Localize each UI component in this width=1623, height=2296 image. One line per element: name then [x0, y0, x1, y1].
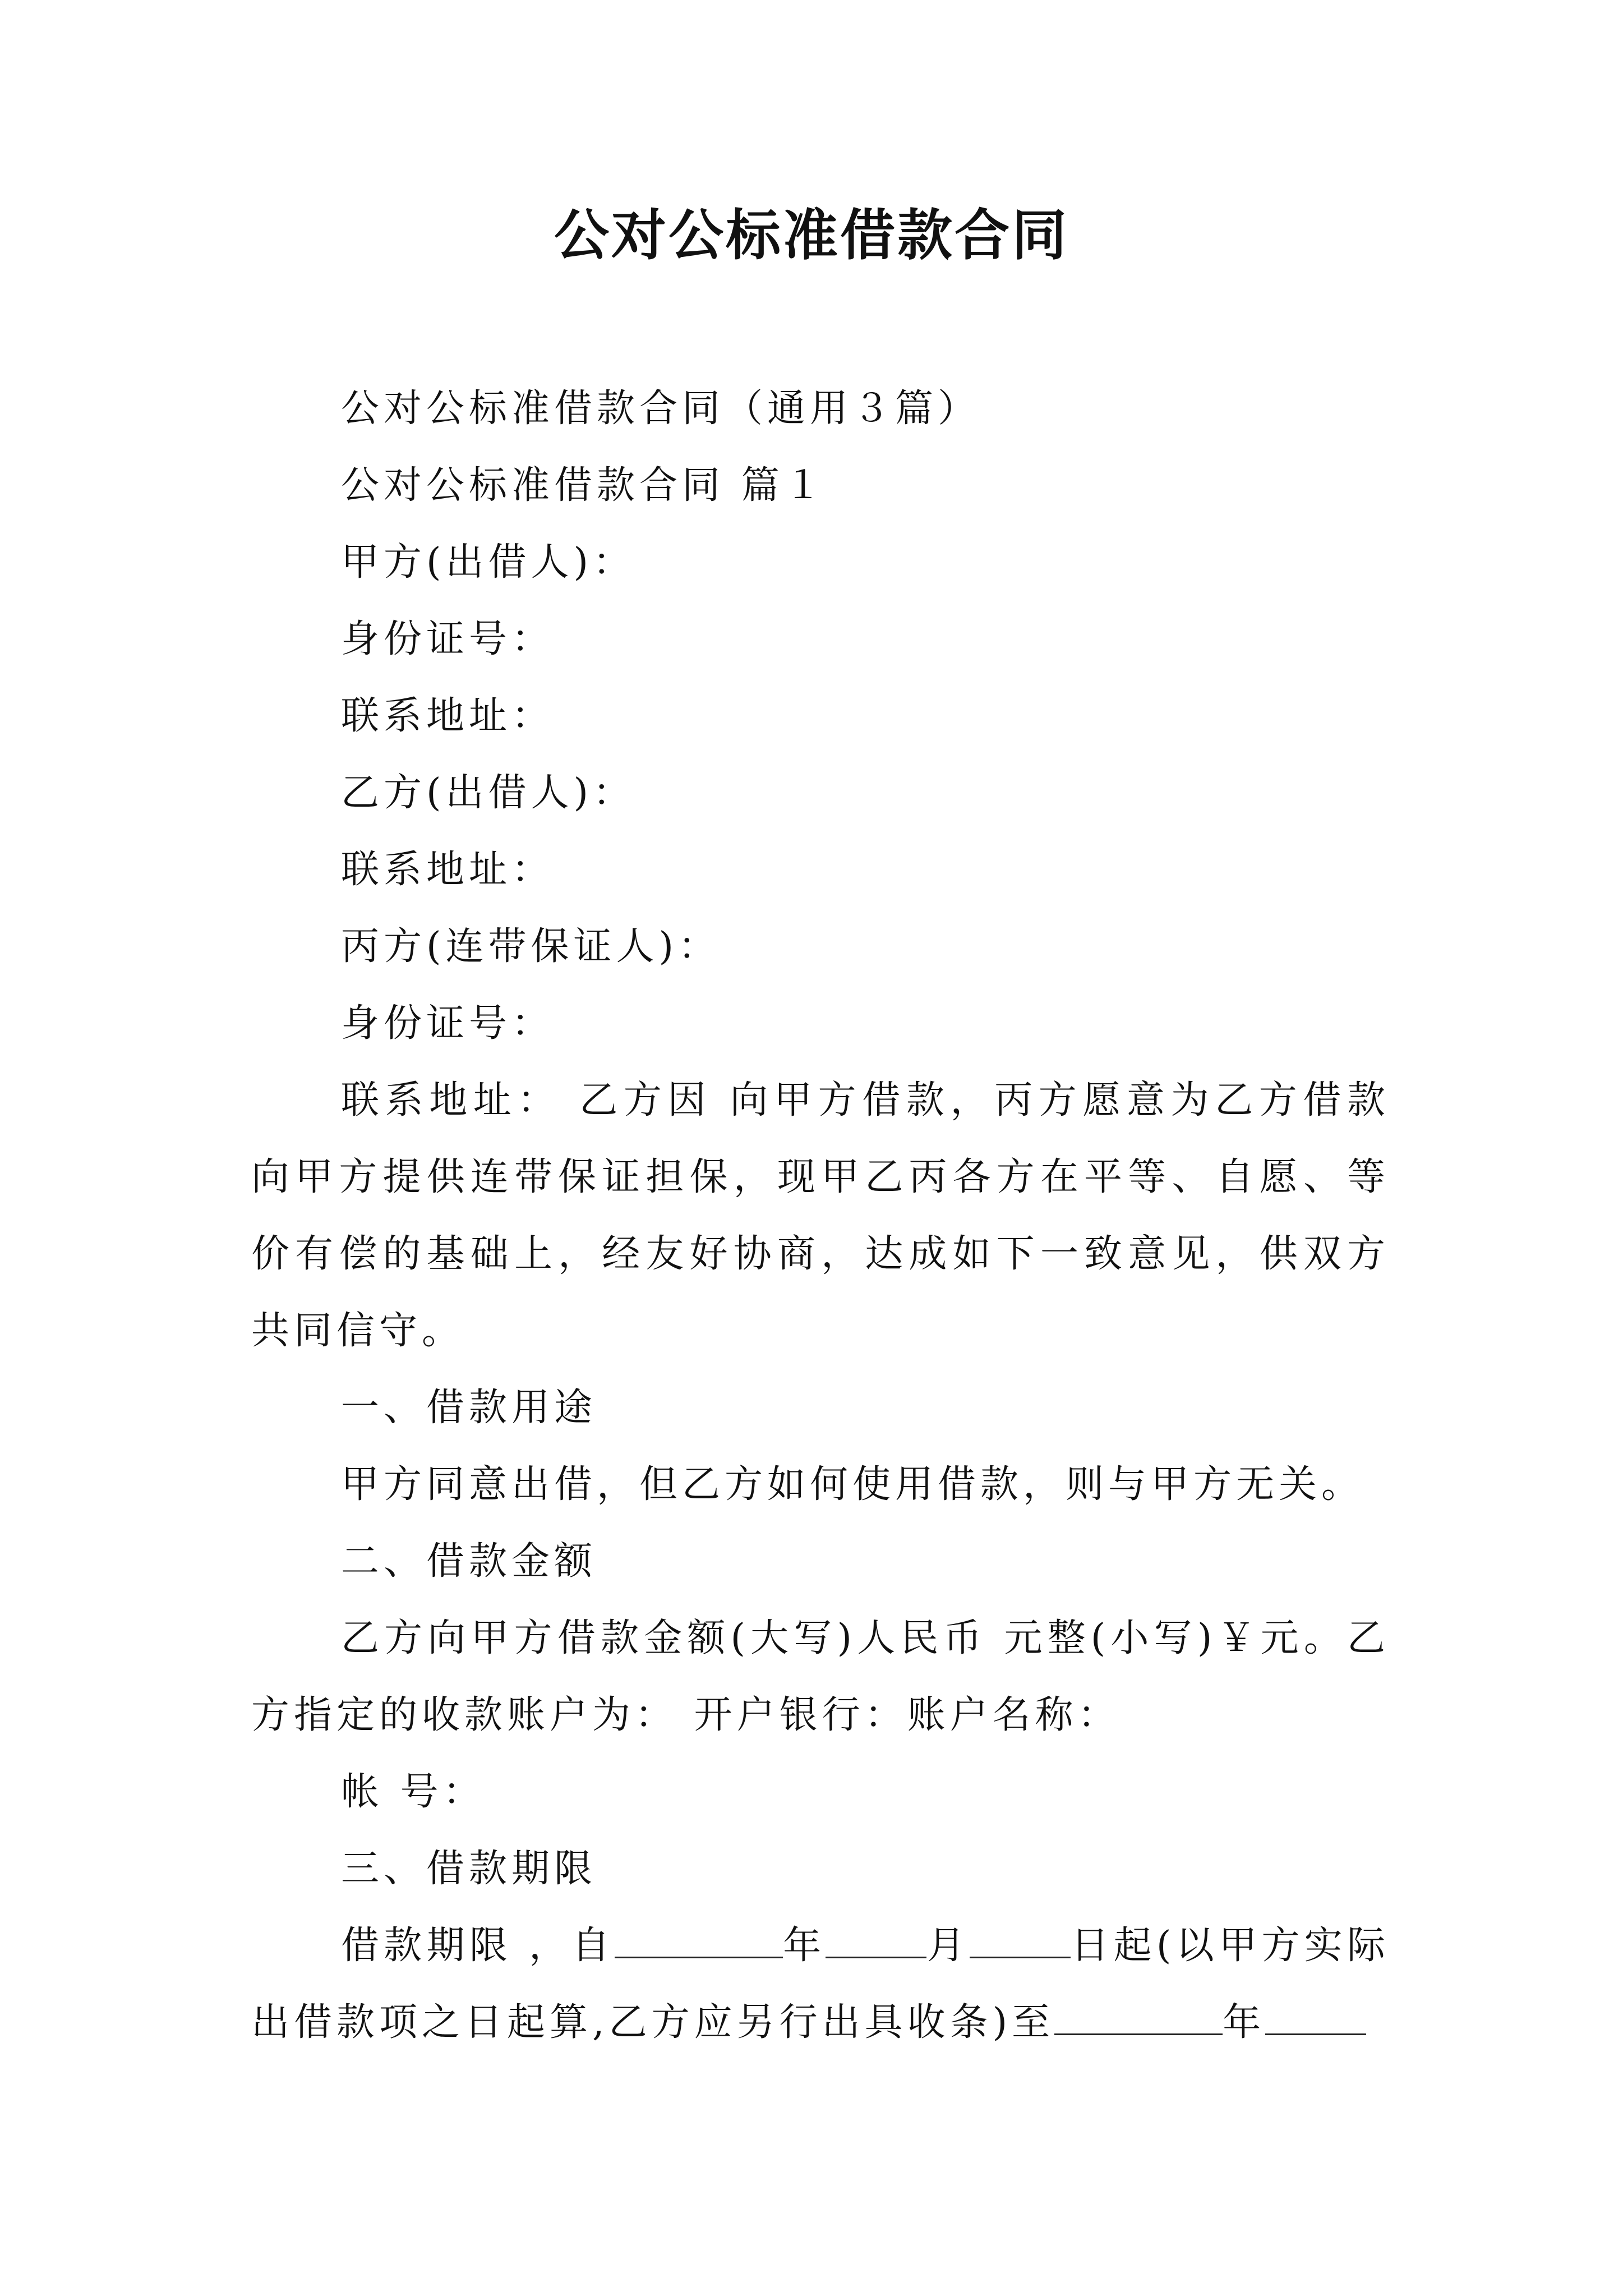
year-blank: [615, 1923, 783, 1958]
party-b-label: 乙方(出借人)：: [341, 771, 636, 815]
section-heading: 公对公标准借款合同 篇１: [341, 463, 827, 508]
clause3-text: [251, 1907, 1390, 2061]
party-a-label: 甲方(出借人)：: [341, 540, 636, 585]
document-title: 公对公标准借款合同: [554, 204, 1069, 268]
party-a-address-label: 联系地址：: [341, 694, 555, 738]
clause3-part2: 日起(以甲方实际出借款项之日起算,乙方应另行出具收条)至: [251, 1924, 1390, 2045]
party-c-id-label: 身份证号：: [341, 1001, 555, 1046]
document-subtitle: 公对公标准借款合同（通用３篇）: [341, 386, 981, 431]
party-c-label: 丙方(连带保证人)：: [341, 924, 721, 969]
month-blank: [826, 1923, 926, 1958]
clause3-year: 年: [782, 1924, 826, 1968]
end-month-blank: [1265, 2000, 1366, 2035]
clause3-year2: 年: [1223, 2000, 1266, 2045]
clause1-text: 甲方同意出借，但乙方如何使用借款，则与甲方无关。: [341, 1462, 1364, 1507]
clause3-heading: 三、借款期限: [341, 1847, 597, 1891]
clause2-heading: 二、借款金额: [341, 1539, 597, 1584]
party-a-id-label: 身份证号：: [341, 617, 555, 661]
party-b-address-label: 联系地址：: [341, 848, 555, 892]
clause3-part1: 借款期限 ，自: [341, 1924, 615, 1968]
clause2-text: 乙方向甲方借款金额(大写)人民币 元整(小写)￥元。乙方指定的收款账户为： 开户银行：账户名称：: [251, 1616, 1390, 1737]
preamble-paragraph: 联系地址： 乙方因 向甲方借款，丙方愿意为乙方借款向甲方提供连带保证担保，现甲乙丙各方在平等、自愿、等价有偿的基础上，经友好协商，达成如下一致意见，供双方共同信守。: [251, 1078, 1390, 1353]
document-body: [251, 370, 1390, 2061]
clause2-account: 帐 号：: [341, 1770, 486, 1814]
day-blank: [970, 1923, 1071, 1958]
clause1-heading: 一、借款用途: [341, 1386, 597, 1430]
end-year-blank: [1054, 2000, 1223, 2035]
clause3-month: 月: [926, 1924, 970, 1968]
